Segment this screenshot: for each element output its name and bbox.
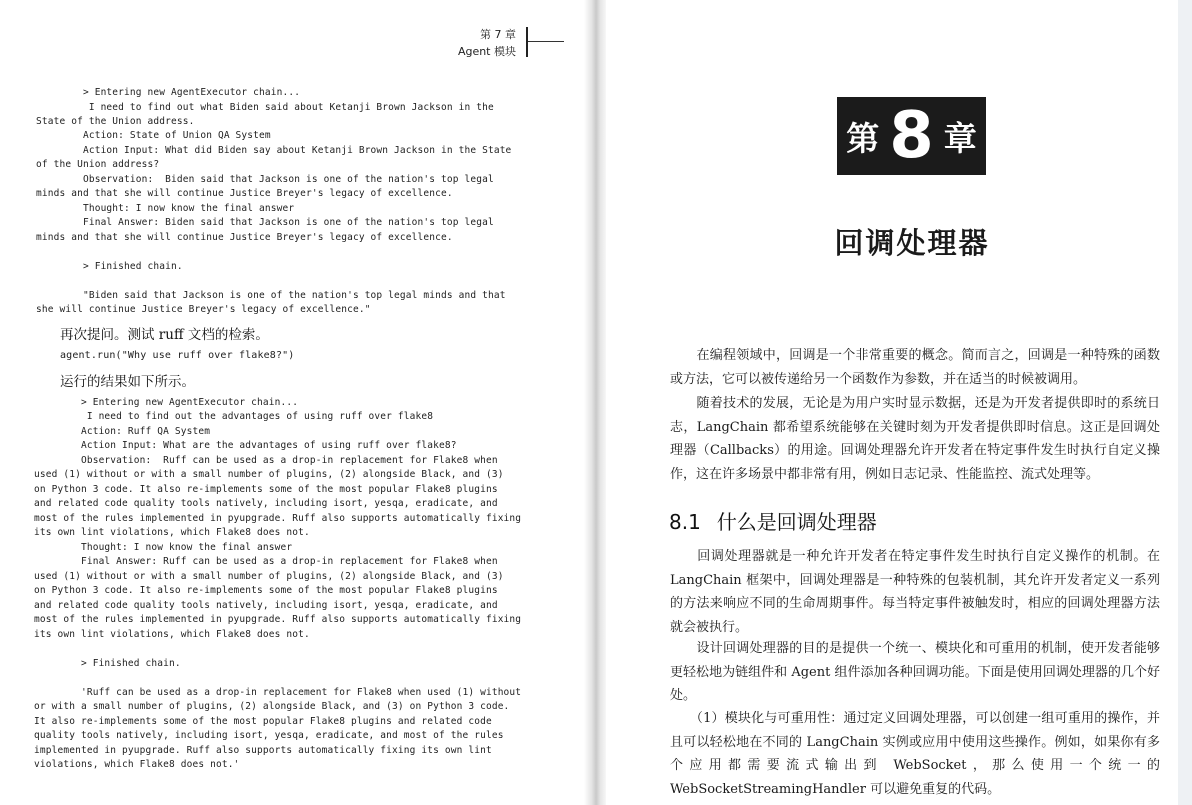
code-line: she will continue Justice Breyer's legacy of excellence."	[36, 304, 371, 315]
code-line: used (1) without or with a small number of plugins, (2) alongside Black, and (3)	[34, 571, 504, 582]
code-line: "Biden said that Jackson is one of the nation's top legal minds and that	[36, 290, 506, 301]
running-header-module: Agent 模块	[457, 45, 516, 58]
code-line: > Entering new AgentExecutor chain...	[34, 397, 299, 408]
section-number: 8.1	[669, 510, 701, 534]
code-line: Observation: Ruff can be used as a drop-in replacement for Flake8 when	[34, 455, 498, 466]
code-line: Final Answer: Ruff can be used as a drop-in replacement for Flake8 when	[34, 556, 498, 567]
paragraph: 设计回调处理器的目的是提供一个统一、模块化和可重用的机制，使开发者能够更轻松地为链组件和 Agent 组件添加各种回调功能。下面是使用回调处理器的几个好处。	[670, 641, 1160, 703]
viewer-right-edge	[1178, 0, 1192, 805]
code-line: and related code quality tools natively, including isort, yesqa, eradicate, and	[34, 498, 498, 509]
code-line: most of the rules implemented in pyupgrade. Ruff also supports automatically fixing	[34, 513, 522, 524]
code-line: Thought: I now know the final answer	[34, 542, 293, 553]
code-line: Thought: I now know the final answer	[36, 203, 295, 214]
header-rule-horizontal	[528, 41, 564, 42]
code-line: and related code quality tools natively, including isort, yesqa, eradicate, and	[34, 600, 498, 611]
code-line: Final Answer: Biden said that Jackson is one of the nation's top legal	[36, 217, 494, 228]
section-title: 什么是回调处理器	[716, 510, 877, 534]
code-line: on Python 3 code. It also re-implements some of the most popular Flake8 plugins	[34, 484, 498, 495]
code-line: Action: State of Union QA System	[36, 130, 271, 141]
left-page	[0, 0, 584, 805]
header-rule-vertical	[526, 27, 528, 57]
paragraph: 在编程领域中，回调是一个非常重要的概念。简而言之，回调是一种特殊的函数或方法，它可以被传递给另一个函数作为参数，并在适当的时候被调用。	[670, 348, 1160, 387]
code-line: its own lint violations, which Flake8 does not.	[34, 527, 310, 538]
code-line: its own lint violations, which Flake8 does not.	[34, 629, 310, 640]
code-line: It also re-implements some of the most popular Flake8 plugins and related code	[34, 716, 492, 727]
code-line: quality tools natively, including isort, yesqa, eradicate, and most of the rules	[34, 730, 504, 741]
paragraph: （1）模块化与可重用性：通过定义回调处理器，可以创建一组可重用的操作，并且可以轻松地在不同的 LangChain 实例或应用中使用这些操作。例如，如果你有多个应用都需要流式输出到 WebSocket，那么使用一个统一的 WebSocketStreamingHandler 可以避免重复的代码。	[670, 711, 1160, 797]
code-line: minds and that she will continue Justice Breyer's legacy of excellence.	[36, 232, 453, 243]
code-line: on Python 3 code. It also re-implements some of the most popular Flake8 plugins	[34, 585, 498, 596]
chapter-badge-number: 8	[889, 99, 934, 173]
chapter-badge-prefix: 第	[846, 118, 880, 158]
book-gutter	[584, 0, 606, 805]
code-line: Action: Ruff QA System	[34, 426, 211, 437]
code-line: I need to find out the advantages of using ruff over flake8	[34, 411, 434, 422]
code-line: most of the rules implemented in pyupgrade. Ruff also supports automatically fixing	[34, 614, 522, 625]
section-heading	[669, 506, 877, 535]
code-line: implemented in pyupgrade. Ruff also supports automatically fixing its own lint	[34, 745, 492, 756]
code-line: violations, which Flake8 does not.'	[34, 759, 240, 770]
code-line: I need to find out what Biden said about Ketanji Brown Jackson in the	[36, 102, 494, 113]
right-page	[606, 0, 1192, 805]
paragraph: 回调处理器就是一种允许开发者在特定事件发生时执行自定义操作的机制。在 LangChain 框架中，回调处理器是一种特殊的包装机制，其允许开发者定义一系列的方法来响应不同的生命周期事件。每当特定事件被触发时，相应的回调处理器方法就会被执行。	[670, 549, 1160, 635]
body-text: 再次提问。测试 ruff 文档的检索。	[60, 327, 269, 343]
code-line: used (1) without or with a small number of plugins, (2) alongside Black, and (3)	[34, 469, 504, 480]
chapter-title: 回调处理器	[834, 226, 990, 260]
code-line: agent.run("Why use ruff over flake8?")	[60, 350, 295, 361]
code-line: Action Input: What did Biden say about Ketanji Brown Jackson in the State	[36, 145, 512, 156]
code-line: > Finished chain.	[34, 658, 181, 669]
code-line: State of the Union address.	[36, 116, 195, 127]
code-line: Observation: Biden said that Jackson is one of the nation's top legal	[36, 174, 494, 185]
code-line: > Entering new AgentExecutor chain...	[36, 87, 301, 98]
paragraph: 随着技术的发展，无论是为用户实时显示数据，还是为开发者提供即时的系统日志，LangChain 都希望系统能够在关键时刻为开发者提供即时信息。这正是回调处理器（Callbacks）的用途。回调处理器允许开发者在特定事件发生时执行自定义操作，这在许多场景中都非常有用，例如日志记录、性能监控、流式处理等。	[670, 396, 1160, 482]
chapter-badge	[837, 97, 986, 175]
chapter-badge-suffix: 章	[943, 118, 977, 158]
code-line: minds and that she will continue Justice Breyer's legacy of excellence.	[36, 188, 453, 199]
code-line: 'Ruff can be used as a drop-in replacement for Flake8 when used (1) without	[34, 687, 522, 698]
code-line: > Finished chain.	[36, 261, 183, 272]
code-line: of the Union address?	[36, 159, 160, 170]
body-text: 运行的结果如下所示。	[60, 374, 195, 390]
running-header-chapter: 第 7 章	[480, 28, 516, 41]
code-line: or with a small number of plugins, (2) alongside Black, and (3) on Python 3 code.	[34, 701, 510, 712]
code-line: Action Input: What are the advantages of using ruff over flake8?	[34, 440, 457, 451]
